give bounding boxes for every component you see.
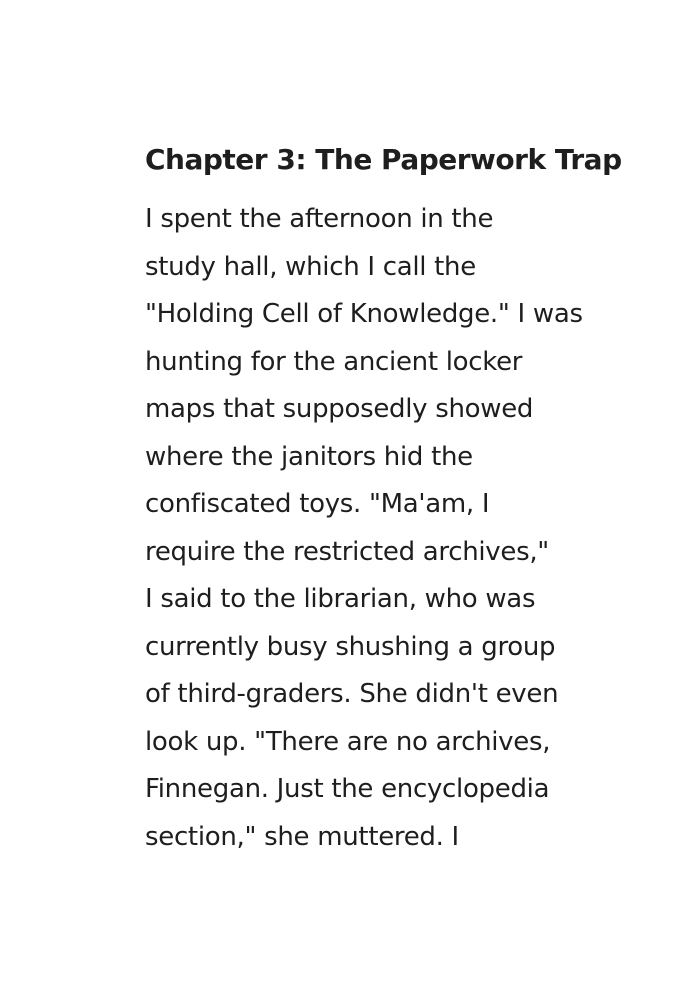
text-line: hunting for the ancient locker [145, 346, 523, 377]
text-line: I said to the librarian, who was [145, 584, 536, 614]
text-line: study hall, which I call the [145, 251, 476, 282]
text-line: where the janitors hid the [145, 441, 473, 472]
text-line: of third-graders. She didn't even [145, 679, 559, 709]
chapter-title: Chapter 3: The Paperwork Trap [145, 143, 622, 176]
text-line: maps that supposedly showed [145, 394, 534, 424]
text-line: currently busy shushing a group [145, 631, 556, 662]
text-line: I spent the afternoon in the [145, 204, 494, 234]
text-line: require the restricted archives," [145, 536, 549, 567]
text-line: Finnegan. Just the encyclopedia [145, 774, 550, 804]
body-paragraph [145, 196, 583, 861]
text-line: confiscated toys. "Ma'am, I [145, 489, 490, 519]
page-content [145, 140, 622, 861]
text-line: look up. "There are no archives, [145, 726, 551, 757]
text-line: "Holding Cell of Knowledge." I was [145, 299, 583, 329]
text-line: section," she muttered. I [145, 821, 459, 852]
